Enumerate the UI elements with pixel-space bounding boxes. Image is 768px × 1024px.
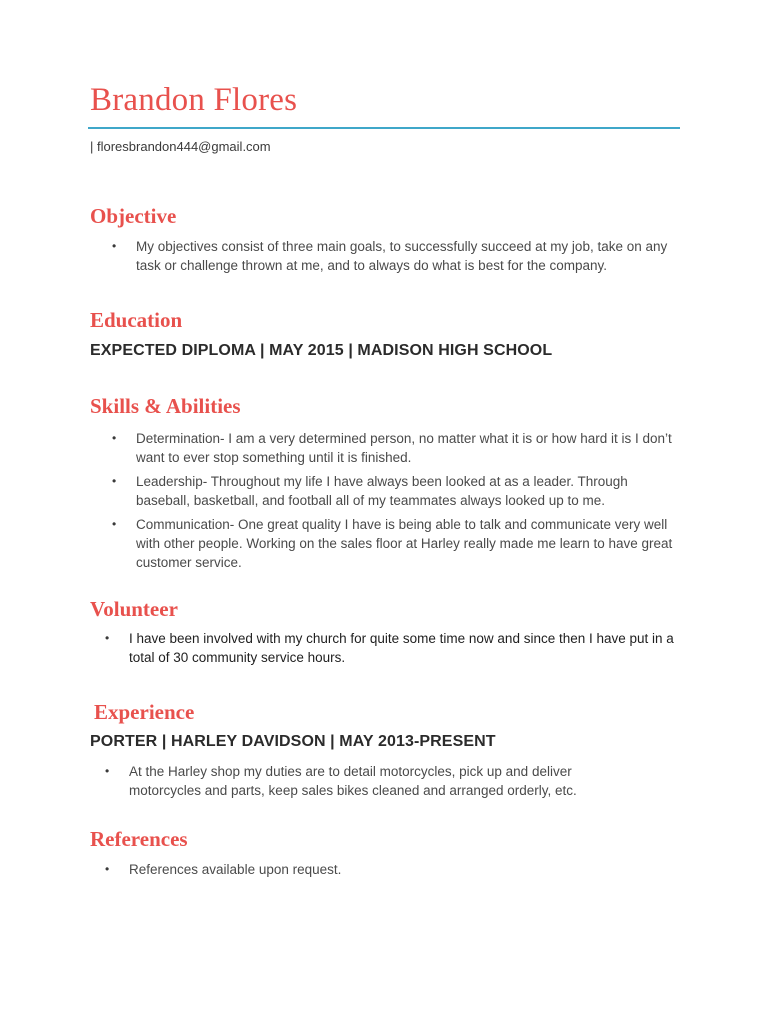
list-item [112, 429, 681, 467]
bullet-icon: • [112, 239, 117, 253]
list-item [105, 629, 674, 667]
list-item [112, 237, 676, 275]
experience-item-text: At the Harley shop my duties are to detail motorcycles, pick up and deliver motorcycles and parts, keep sales bikes cleaned and arranged orderly, etc. [129, 764, 577, 798]
volunteer-heading: Volunteer [90, 597, 178, 621]
list-item [105, 762, 619, 800]
experience-list [105, 762, 619, 805]
bullet-icon: • [105, 631, 110, 645]
references-heading: References [90, 827, 188, 851]
skill-item-text: Determination- I am a very determined person, no matter what it is or how hard it is I don’t want to ever stop something until it is finished. [136, 431, 672, 465]
bullet-icon: • [105, 764, 110, 778]
header-divider [88, 127, 680, 129]
bullet-icon: • [112, 431, 117, 445]
experience-entry: PORTER | HARLEY DAVIDSON | MAY 2013-PRESENT [90, 733, 496, 750]
skills-heading: Skills & Abilities [90, 394, 241, 418]
objective-heading: Objective [90, 204, 177, 228]
skills-list [112, 429, 681, 577]
references-list [105, 860, 669, 884]
skill-item-text: Communication- One great quality I have is being able to talk and communicate very well with other people. Working on the sales floor at Harley really made me learn to have great customer service. [136, 517, 673, 570]
list-item [105, 860, 669, 879]
bullet-icon: • [112, 474, 117, 488]
volunteer-item-text: I have been involved with my church for quite some time now and since then I have put in a total of 30 community service hours. [129, 631, 674, 665]
objective-item-text: My objectives consist of three main goals, to successfully succeed at my job, take on any task or challenge thrown at me, and to always do what is best for the company. [136, 239, 668, 273]
objective-list [112, 237, 676, 280]
reference-item-text: References available upon request. [129, 862, 342, 877]
list-item [112, 515, 681, 572]
bullet-icon: • [105, 862, 110, 876]
contact-email: | floresbrandon444@gmail.com [90, 139, 271, 154]
bullet-icon: • [112, 517, 117, 531]
education-entry: EXPECTED DIPLOMA | MAY 2015 | MADISON HIGH SCHOOL [90, 342, 553, 359]
volunteer-list [105, 629, 674, 672]
resume-name: Brandon Flores [90, 82, 298, 118]
list-item [112, 472, 681, 510]
education-heading: Education [90, 308, 183, 332]
experience-heading: Experience [94, 700, 195, 724]
skill-item-text: Leadership- Throughout my life I have always been looked at as a leader. Through baseball, basketball, and football all of my teammates always looked up to me. [136, 474, 628, 508]
